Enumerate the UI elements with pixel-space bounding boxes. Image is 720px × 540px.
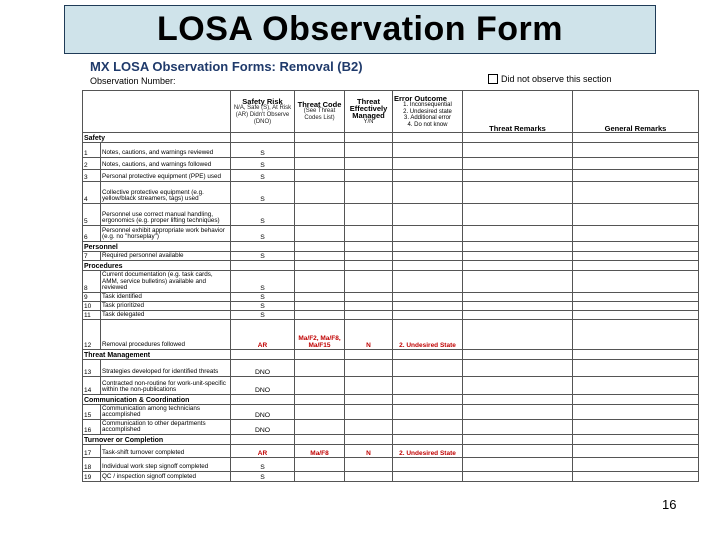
section-blank-cell <box>295 261 345 271</box>
general-remarks-cell[interactable] <box>573 158 699 170</box>
threat-remarks-cell[interactable] <box>463 311 573 320</box>
threat-remarks-cell[interactable] <box>463 226 573 242</box>
error-outcome-cell[interactable]: 2. Undesired State <box>393 320 463 350</box>
section-blank-cell <box>231 435 295 445</box>
general-remarks-cell[interactable] <box>573 182 699 204</box>
general-remarks-cell[interactable] <box>573 458 699 472</box>
threat-code-cell[interactable] <box>295 271 345 293</box>
error-outcome-cell[interactable] <box>393 158 463 170</box>
general-remarks-cell[interactable] <box>573 302 699 311</box>
threat-remarks-cell[interactable] <box>463 420 573 435</box>
threat-code-cell[interactable] <box>295 458 345 472</box>
row-description: Task identified <box>101 293 231 302</box>
safety-risk-cell[interactable]: S <box>231 293 295 302</box>
table-row <box>83 405 699 420</box>
threat-remarks-cell[interactable] <box>463 458 573 472</box>
safety-risk-cell[interactable]: S <box>231 311 295 320</box>
section-blank-cell <box>295 350 345 360</box>
row-description: Notes, cautions, and warnings followed <box>101 158 231 170</box>
threat-managed-cell[interactable] <box>345 311 393 320</box>
safety-risk-cell[interactable]: S <box>231 226 295 242</box>
general-remarks-cell[interactable] <box>573 472 699 482</box>
row-number: 11 <box>83 311 101 320</box>
threat-remarks-cell[interactable] <box>463 320 573 350</box>
row-number: 13 <box>83 360 101 377</box>
threat-code-cell[interactable] <box>295 472 345 482</box>
section-blank-cell <box>463 395 573 405</box>
table-row <box>83 302 699 311</box>
header-safety-risk: Safety Risk N/A, Safe (S), At Risk (AR) Didn't Observe (DNO) <box>231 91 295 133</box>
table-row <box>83 143 699 158</box>
section-blank-cell <box>231 350 295 360</box>
table-row <box>83 252 699 261</box>
threat-managed-cell[interactable] <box>345 405 393 420</box>
table-row <box>83 158 699 170</box>
row-number: 5 <box>83 204 101 226</box>
table-row <box>83 360 699 377</box>
safety-risk-cell[interactable]: S <box>231 182 295 204</box>
safety-risk-cell[interactable]: S <box>231 472 295 482</box>
section-blank-cell <box>231 261 295 271</box>
table-row <box>83 320 699 350</box>
row-number: 16 <box>83 420 101 435</box>
did-not-observe-checkbox[interactable] <box>488 74 498 84</box>
row-number: 9 <box>83 293 101 302</box>
threat-code-cell[interactable] <box>295 293 345 302</box>
threat-managed-cell[interactable] <box>345 302 393 311</box>
error-outcome-cell[interactable] <box>393 182 463 204</box>
threat-managed-cell[interactable] <box>345 472 393 482</box>
table-row <box>83 458 699 472</box>
section-blank-cell <box>573 261 699 271</box>
section-blank-cell <box>295 395 345 405</box>
threat-managed-cell[interactable] <box>345 420 393 435</box>
row-description: Removal procedures followed <box>101 320 231 350</box>
error-outcome-cell[interactable] <box>393 170 463 182</box>
error-outcome-cell[interactable] <box>393 458 463 472</box>
section-header <box>83 261 699 271</box>
threat-code-cell[interactable] <box>295 420 345 435</box>
threat-remarks-cell[interactable] <box>463 360 573 377</box>
section-header <box>83 395 699 405</box>
section-blank-cell <box>393 242 463 252</box>
safety-risk-cell[interactable]: S <box>231 252 295 261</box>
threat-managed-cell[interactable] <box>345 458 393 472</box>
row-number: 7 <box>83 252 101 261</box>
section-header <box>83 242 699 252</box>
row-number: 8 <box>83 271 101 293</box>
general-remarks-cell[interactable] <box>573 320 699 350</box>
section-header <box>83 133 699 143</box>
row-description: Collective protective equipment (e.g. yellow/black streamers, tags) used <box>101 182 231 204</box>
row-number: 12 <box>83 320 101 350</box>
table-row <box>83 293 699 302</box>
section-blank-cell <box>463 350 573 360</box>
page-number: 16 <box>662 497 677 512</box>
section-header <box>83 435 699 445</box>
threat-remarks-cell[interactable] <box>463 302 573 311</box>
section-blank-cell <box>573 242 699 252</box>
row-description: Current documentation (e.g. task cards, AMM, service bulletins) available and reviewed <box>101 271 231 293</box>
error-outcome-cell[interactable] <box>393 204 463 226</box>
threat-managed-cell[interactable]: N <box>345 445 393 458</box>
row-description: QC / inspection signoff completed <box>101 472 231 482</box>
threat-remarks-cell[interactable] <box>463 143 573 158</box>
safety-risk-cell[interactable]: S <box>231 204 295 226</box>
section-title: Personnel <box>83 242 231 252</box>
header-threat-remarks: Threat Remarks <box>463 91 573 133</box>
error-outcome-cell[interactable] <box>393 143 463 158</box>
error-outcome-cell[interactable] <box>393 226 463 242</box>
threat-remarks-cell[interactable] <box>463 204 573 226</box>
general-remarks-cell[interactable] <box>573 252 699 261</box>
section-blank-cell <box>573 350 699 360</box>
threat-remarks-cell[interactable] <box>463 271 573 293</box>
threat-remarks-cell[interactable] <box>463 170 573 182</box>
error-outcome-cell[interactable] <box>393 302 463 311</box>
general-remarks-cell[interactable] <box>573 445 699 458</box>
threat-code-cell[interactable] <box>295 252 345 261</box>
safety-risk-cell[interactable]: S <box>231 458 295 472</box>
general-remarks-cell[interactable] <box>573 360 699 377</box>
header-error-outcome: Error Outcome 1. Inconsequential 2. Undesired state 3. Additional error 4. Do not know <box>393 91 463 133</box>
threat-code-cell[interactable] <box>295 360 345 377</box>
section-blank-cell <box>345 261 393 271</box>
safety-risk-cell[interactable]: S <box>231 302 295 311</box>
section-title: Safety <box>83 133 231 143</box>
observation-number-label: Observation Number: <box>90 76 176 86</box>
row-description: Personnel exhibit appropriate work behavior (e.g. no "horseplay") <box>101 226 231 242</box>
section-blank-cell <box>463 242 573 252</box>
safety-risk-cell[interactable]: AR <box>231 320 295 350</box>
section-title: Procedures <box>83 261 231 271</box>
table-row <box>83 420 699 435</box>
threat-code-cell[interactable] <box>295 158 345 170</box>
general-remarks-cell[interactable] <box>573 271 699 293</box>
safety-risk-cell[interactable]: S <box>231 143 295 158</box>
section-title: Threat Management <box>83 350 231 360</box>
section-blank-cell <box>573 133 699 143</box>
threat-remarks-cell[interactable] <box>463 445 573 458</box>
did-not-observe <box>488 74 612 84</box>
table-row <box>83 445 699 458</box>
general-remarks-cell[interactable] <box>573 226 699 242</box>
threat-remarks-cell[interactable] <box>463 293 573 302</box>
section-blank-cell <box>295 242 345 252</box>
section-blank-cell <box>393 435 463 445</box>
section-blank-cell <box>393 133 463 143</box>
threat-code-cell[interactable] <box>295 170 345 182</box>
threat-managed-cell[interactable] <box>345 377 393 395</box>
safety-risk-cell[interactable]: DNO <box>231 360 295 377</box>
section-blank-cell <box>573 395 699 405</box>
observation-rows <box>83 133 699 482</box>
row-number: 4 <box>83 182 101 204</box>
section-blank-cell <box>345 435 393 445</box>
row-number: 19 <box>83 472 101 482</box>
row-description: Individual work step signoff completed <box>101 458 231 472</box>
table-row <box>83 182 699 204</box>
row-number: 14 <box>83 377 101 395</box>
error-outcome-cell[interactable] <box>393 360 463 377</box>
threat-managed-cell[interactable] <box>345 170 393 182</box>
threat-remarks-cell[interactable] <box>463 252 573 261</box>
error-outcome-cell[interactable]: 2. Undesired State <box>393 445 463 458</box>
threat-managed-cell[interactable] <box>345 143 393 158</box>
threat-managed-cell[interactable] <box>345 182 393 204</box>
error-outcome-cell[interactable] <box>393 293 463 302</box>
threat-remarks-cell[interactable] <box>463 182 573 204</box>
threat-managed-cell[interactable] <box>345 252 393 261</box>
threat-code-cell[interactable] <box>295 226 345 242</box>
threat-code-cell[interactable] <box>295 377 345 395</box>
threat-code-cell[interactable]: Ma/F8 <box>295 445 345 458</box>
row-description: Contracted non-routine for work-unit-specific within the non-publications <box>101 377 231 395</box>
threat-code-cell[interactable] <box>295 311 345 320</box>
table-row <box>83 311 699 320</box>
section-blank-cell <box>295 435 345 445</box>
section-blank-cell <box>345 133 393 143</box>
row-description: Task prioritized <box>101 302 231 311</box>
section-blank-cell <box>345 350 393 360</box>
row-description: Personnel use correct manual handling, ergonomics (e.g. proper lifting techniques) <box>101 204 231 226</box>
general-remarks-cell[interactable] <box>573 311 699 320</box>
table-row <box>83 271 699 293</box>
safety-risk-cell[interactable]: DNO <box>231 420 295 435</box>
table-row <box>83 204 699 226</box>
section-title: Communication & Coordination <box>83 395 231 405</box>
row-number: 2 <box>83 158 101 170</box>
safety-risk-cell[interactable]: AR <box>231 445 295 458</box>
row-description: Strategies developed for identified threats <box>101 360 231 377</box>
section-blank-cell <box>231 242 295 252</box>
section-blank-cell <box>345 395 393 405</box>
error-outcome-cell[interactable] <box>393 420 463 435</box>
section-blank-cell <box>463 261 573 271</box>
section-blank-cell <box>393 261 463 271</box>
safety-risk-cell[interactable]: S <box>231 271 295 293</box>
row-number: 3 <box>83 170 101 182</box>
observation-table <box>82 90 699 482</box>
general-remarks-cell[interactable] <box>573 143 699 158</box>
header-threat-code: Threat Code (See Threat Codes List) <box>295 91 345 133</box>
header-general-remarks: General Remarks <box>573 91 699 133</box>
row-number: 10 <box>83 302 101 311</box>
row-number: 6 <box>83 226 101 242</box>
error-outcome-cell[interactable] <box>393 377 463 395</box>
section-blank-cell <box>463 435 573 445</box>
table-row <box>83 472 699 482</box>
threat-code-cell[interactable] <box>295 204 345 226</box>
section-blank-cell <box>393 395 463 405</box>
row-description: Task-shift turnover completed <box>101 445 231 458</box>
safety-risk-cell[interactable]: DNO <box>231 405 295 420</box>
general-remarks-cell[interactable] <box>573 293 699 302</box>
header-threat-managed: Threat Effectively Managed Y/N <box>345 91 393 133</box>
threat-code-cell[interactable] <box>295 182 345 204</box>
error-outcome-cell[interactable] <box>393 472 463 482</box>
row-description: Personal protective equipment (PPE) used <box>101 170 231 182</box>
section-blank-cell <box>231 395 295 405</box>
row-number: 15 <box>83 405 101 420</box>
threat-managed-cell[interactable] <box>345 293 393 302</box>
safety-risk-cell[interactable]: S <box>231 170 295 182</box>
row-number: 1 <box>83 143 101 158</box>
error-outcome-cell[interactable] <box>393 311 463 320</box>
row-number: 17 <box>83 445 101 458</box>
threat-remarks-cell[interactable] <box>463 405 573 420</box>
section-blank-cell <box>393 350 463 360</box>
general-remarks-cell[interactable] <box>573 377 699 395</box>
threat-code-cell[interactable]: Ma/F2, Ma/F8, Ma/F15 <box>295 320 345 350</box>
threat-managed-cell[interactable] <box>345 360 393 377</box>
threat-code-cell[interactable] <box>295 143 345 158</box>
general-remarks-cell[interactable] <box>573 170 699 182</box>
row-description: Task delegated <box>101 311 231 320</box>
general-remarks-cell[interactable] <box>573 405 699 420</box>
safety-risk-cell[interactable]: S <box>231 158 295 170</box>
threat-managed-cell[interactable]: N <box>345 320 393 350</box>
error-outcome-cell[interactable] <box>393 252 463 261</box>
table-row <box>83 170 699 182</box>
error-outcome-cell[interactable] <box>393 271 463 293</box>
general-remarks-cell[interactable] <box>573 204 699 226</box>
threat-remarks-cell[interactable] <box>463 472 573 482</box>
threat-code-cell[interactable] <box>295 405 345 420</box>
slide-title-box <box>64 5 656 54</box>
section-blank-cell <box>345 242 393 252</box>
did-not-observe-label: Did not observe this section <box>501 74 612 84</box>
threat-code-cell[interactable] <box>295 302 345 311</box>
section-blank-cell <box>295 133 345 143</box>
row-description: Communication to other departments accomplished <box>101 420 231 435</box>
row-number: 18 <box>83 458 101 472</box>
row-description: Communication among technicians accomplished <box>101 405 231 420</box>
row-description: Required personnel available <box>101 252 231 261</box>
table-row <box>83 226 699 242</box>
threat-managed-cell[interactable] <box>345 271 393 293</box>
table-row <box>83 377 699 395</box>
form-title: MX LOSA Observation Forms: Removal (B2) <box>90 59 363 74</box>
error-outcome-cell[interactable] <box>393 405 463 420</box>
general-remarks-cell[interactable] <box>573 420 699 435</box>
section-blank-cell <box>573 435 699 445</box>
row-description: Notes, cautions, and warnings reviewed <box>101 143 231 158</box>
threat-managed-cell[interactable] <box>345 158 393 170</box>
section-title: Turnover or Completion <box>83 435 231 445</box>
safety-risk-cell[interactable]: DNO <box>231 377 295 395</box>
threat-managed-cell[interactable] <box>345 204 393 226</box>
threat-managed-cell[interactable] <box>345 226 393 242</box>
slide-title: LOSA Observation Form <box>157 10 563 48</box>
section-blank-cell <box>231 133 295 143</box>
threat-remarks-cell[interactable] <box>463 377 573 395</box>
section-blank-cell <box>463 133 573 143</box>
threat-remarks-cell[interactable] <box>463 158 573 170</box>
header-blank <box>83 91 231 133</box>
section-header <box>83 350 699 360</box>
